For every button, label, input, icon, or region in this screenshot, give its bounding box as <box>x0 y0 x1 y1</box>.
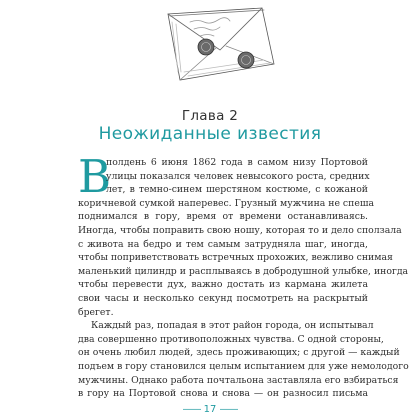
text-line: Иногда, чтобы поправить свою ношу, которая то и дело сползала <box>78 224 402 236</box>
text-line: маленький цилиндр и расплываясь в добродушной улыбке, иногда <box>78 265 409 277</box>
text-line: с живота на бедро и тем самым затрудняла шаг, иногда, <box>78 238 368 250</box>
text-line: чтобы перевести дух, важно достать из кармана жилета <box>78 279 368 291</box>
chapter-title: Неожиданные известия <box>98 124 322 144</box>
text-line: поднимался в гору, время от времени останавливаясь. <box>78 211 368 223</box>
text-line: свои часы и несколько секунд посмотреть на раскрытый <box>78 292 368 304</box>
text-line: улицы показался человек невысокого роста, средних <box>106 170 370 182</box>
text-line: мужчины. Однако работа почтальона заставляла его взбираться <box>78 374 399 386</box>
chapter-label: Глава 2 <box>181 108 239 124</box>
page-number-ornament-right: —— <box>219 404 238 415</box>
page-number-ornament-left: —— <box>182 404 201 415</box>
envelope-icon <box>150 2 280 94</box>
text-line: Каждый раз, попадая в этот район города, он испытывал <box>91 320 374 332</box>
text-line: брегет. <box>78 306 114 318</box>
text-line: в гору на Портовой снова и снова — он разносил письма <box>78 388 368 400</box>
text-line: он очень любил людей, здесь проживающих; с другой — каждый <box>78 347 400 359</box>
page-number-value: 17 <box>203 404 217 415</box>
drop-cap: В <box>78 150 112 203</box>
text-line: подъем в гору становился целым испытанием для уже немолодого <box>78 360 409 372</box>
text-line: два совершенно противоположных чувства. С одной стороны, <box>78 333 384 345</box>
text-line: полдень 6 июня 1862 года в самом низу Портовой <box>106 157 368 168</box>
body-text <box>78 150 409 401</box>
text-line: чтобы поприветствовать встречных прохожих, вежливо снимая <box>78 252 393 264</box>
text-line: лет, в темно-синем шерстяном костюме, с кожаной <box>106 184 368 196</box>
text-line: коричневой сумкой наперевес. Грузный мужчина не спеша <box>78 197 375 209</box>
sealed-envelope-illustration <box>150 2 280 94</box>
page-number <box>0 404 420 415</box>
